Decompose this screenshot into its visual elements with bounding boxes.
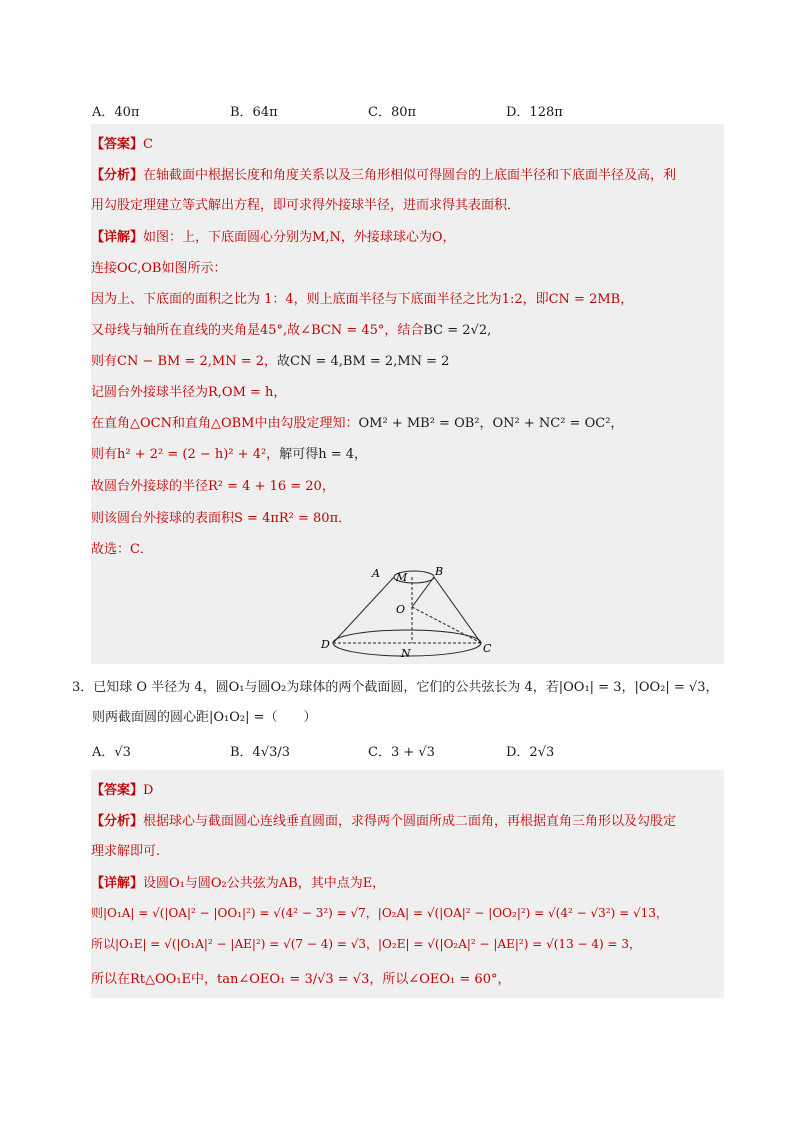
q2-detail-line-6: 记圆台外接球半径为R,OM = h， [91,385,287,400]
segment-ob [412,577,434,607]
q3-answer: 【答案】D [91,783,154,798]
q2-detail-line-2: 连接OC,OB如图所示： [91,261,227,276]
q3-option-a[interactable]: A．√3 [92,745,131,760]
q2-option-a[interactable]: A．40π [92,105,140,120]
label-b: B [435,565,444,578]
q3-option-b[interactable]: B．4√3/3 [230,745,291,760]
label-m: M [396,571,408,584]
segment-oc [412,607,481,643]
q2-option-c[interactable]: C．80π [368,105,417,120]
frustum-diagram [320,565,494,661]
q2-option-d[interactable]: D．128π [506,105,563,120]
q2-detail-line-8: 则有h² + 2² = (2 − h)² + 4²，解可得h = 4， [91,447,367,462]
q3-detail-line-4: 所以在Rt△OO₁E中，tan∠OEO₁ = 3/√3 = √3，所以∠OEO₁ = 60°， [91,972,511,987]
q3-analysis-line-1: 【分析】根据球心与截面圆心连线垂直圆面，求得两个圆面所成二面角，再根据直角三角形以及勾股定 [91,814,677,829]
q3-stem-line-2: 则两截面圆的圆心距|O₁O₂| =（ ） [92,710,317,725]
q2-option-b[interactable]: B．64π [230,105,278,120]
q2-detail-line-5: 则有CN − BM = 2,MN = 2，故CN = 4,BM = 2,MN = 2 [91,354,450,369]
q2-analysis-line-1: 【分析】在轴截面中根据长度和角度关系以及三角形相似可得圆台的上底面半径和下底面半径及高，利 [91,168,677,183]
q2-detail-line-1: 【详解】如图：上，下底面圆心分别为M,N，外接球球心为O， [91,230,456,245]
q2-detail-line-10: 则该圆台外接球的表面积S = 4πR² = 80π． [91,511,352,526]
label-o: O [396,603,406,616]
q2-options [92,101,712,120]
q2-detail-line-4: 又母线与轴所在直线的夹角是45°,故∠BCN = 45°，结合BC = 2√2, [91,323,492,338]
generatrix-left [333,577,394,643]
q3-option-c[interactable]: C．3 + √3 [368,745,435,760]
q3-detail-line-3: 所以|O₁E| = √(|O₁A|² − |AE|²) = √(7 − 4) = √3，|O₂E| = √(|O₂A|² − |AE|²) = √(13 − 4) = 3， [91,937,642,951]
label-d: D [321,638,330,651]
q2-detail-line-3: 因为上、下底面的面积之比为 1：4，则上底面半径与下底面半径之比为1:2，即CN = 2MB， [91,292,634,307]
q3-analysis-line-2: 理求解即可. [91,844,161,859]
q2-detail-line-7: 在直角△OCN和直角△OBM中由勾股定理知：OM² + MB² = OB²，ON² + NC² = OC²， [91,416,624,431]
label-a: A [372,567,380,580]
label-n: N [401,647,411,660]
q2-analysis-line-2: 用勾股定理建立等式解出方程，即可求得外接球半径，进而求得其表面积． [91,198,521,213]
q2-detail-line-9: 故圆台外接球的半径R² = 4 + 16 = 20， [91,479,335,494]
q3-options [92,741,712,760]
q3-solution-panel [91,770,724,998]
q3-option-d[interactable]: D．2√3 [506,745,555,760]
q2-detail-line-11: 故选：C． [91,542,153,557]
q3-detail-line-2: 则|O₁A| = √(|OA|² − |OO₁|²) = √(4² − 3²) = √7，|O₂A| = √(|OA|² − |OO₂|²) = √(4² − √3²) = √13， [91,906,668,920]
label-c: C [483,642,492,655]
q2-answer: 【答案】C [91,137,153,152]
q3-stem-line-1: 3．已知球 O 半径为 4，圆O₁与圆O₂为球体的两个截面圆，它们的公共弦长为 4，若|OO₁| = 3，|OO₂| = √3， [72,680,719,695]
frustum-figure [320,565,494,661]
q3-detail-line-1: 【详解】设圆O₁与圆O₂公共弦为AB，其中点为E， [91,876,386,891]
